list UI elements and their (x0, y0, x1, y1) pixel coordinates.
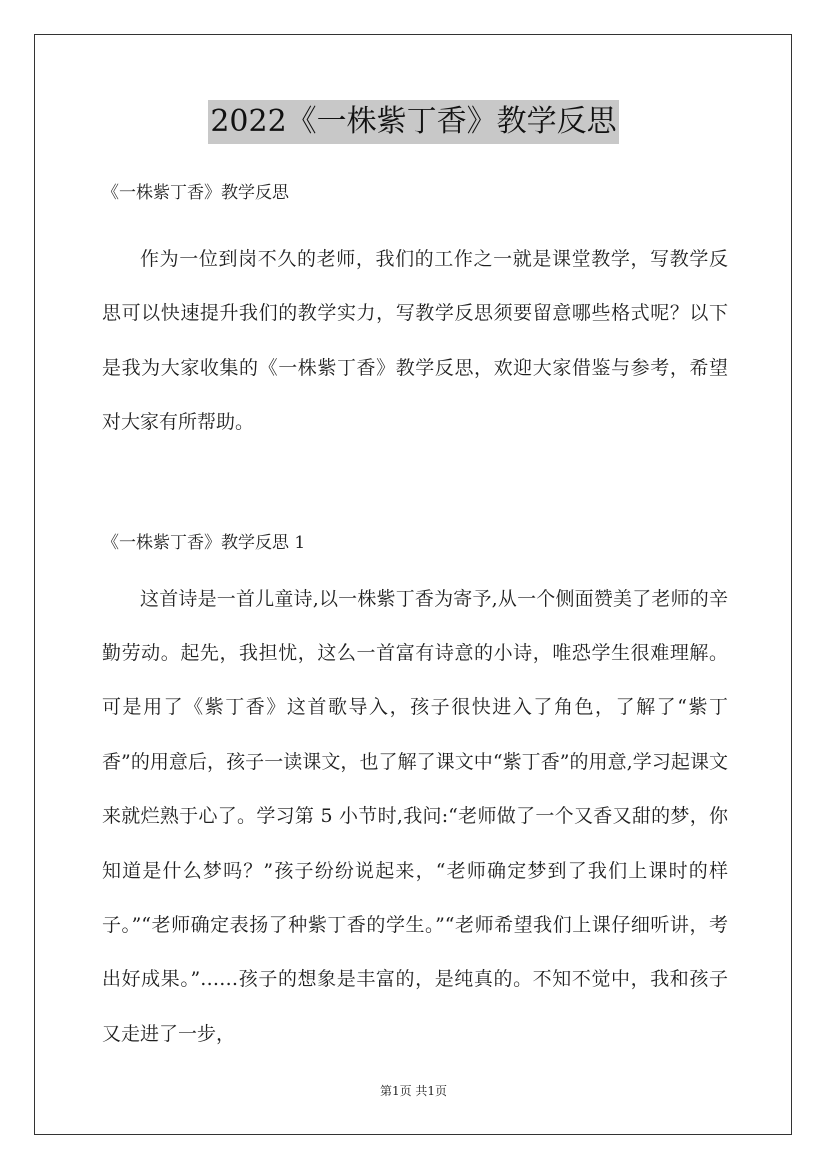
title-container (0, 100, 827, 144)
reflection-1-paragraph: 这首诗是一首儿童诗,以一株紫丁香为寄予,从一个侧面赞美了老师的辛勤劳动。起先，我担忧，这么一首富有诗意的小诗，唯恐学生很难理解。可是用了《紫丁香》这首歌导入，孩子很快进入了角色，了解了“紫丁香”的用意后，孩子一读课文，也了解了课文中“紫丁香”的用意,学习起课文来就烂熟于心了。学习第 5 小节时,我问:“老师做了一个又香又甜的梦，你知道是什么梦吗？”孩子纷纷说起来，“老师确定梦到了我们上课时的样子。”“老师确定表扬了种紫丁香的学生。”“老师希望我们上课仔细听讲，考出好成果。”……孩子的想象是丰富的，是纯真的。不知不觉中，我和孩子又走进了一步， (102, 587, 728, 1045)
document-title: 2022《一株紫丁香》教学反思 (208, 100, 618, 144)
section-heading-intro: 《一株紫丁香》教学反思 (102, 183, 289, 203)
section-heading-reflection-1: 《一株紫丁香》教学反思 1 (102, 532, 306, 553)
intro-paragraph: 作为一位到岗不久的老师，我们的工作之一就是课堂教学，写教学反思可以快速提升我们的教学实力，写教学反思须要留意哪些格式呢？以下是我为大家收集的《一株紫丁香》教学反思，欢迎大家借鉴与参考，希望对大家有所帮助。 (102, 248, 728, 434)
document-body (102, 176, 728, 1061)
page-footer: 第1页 共1页 (379, 1084, 448, 1098)
